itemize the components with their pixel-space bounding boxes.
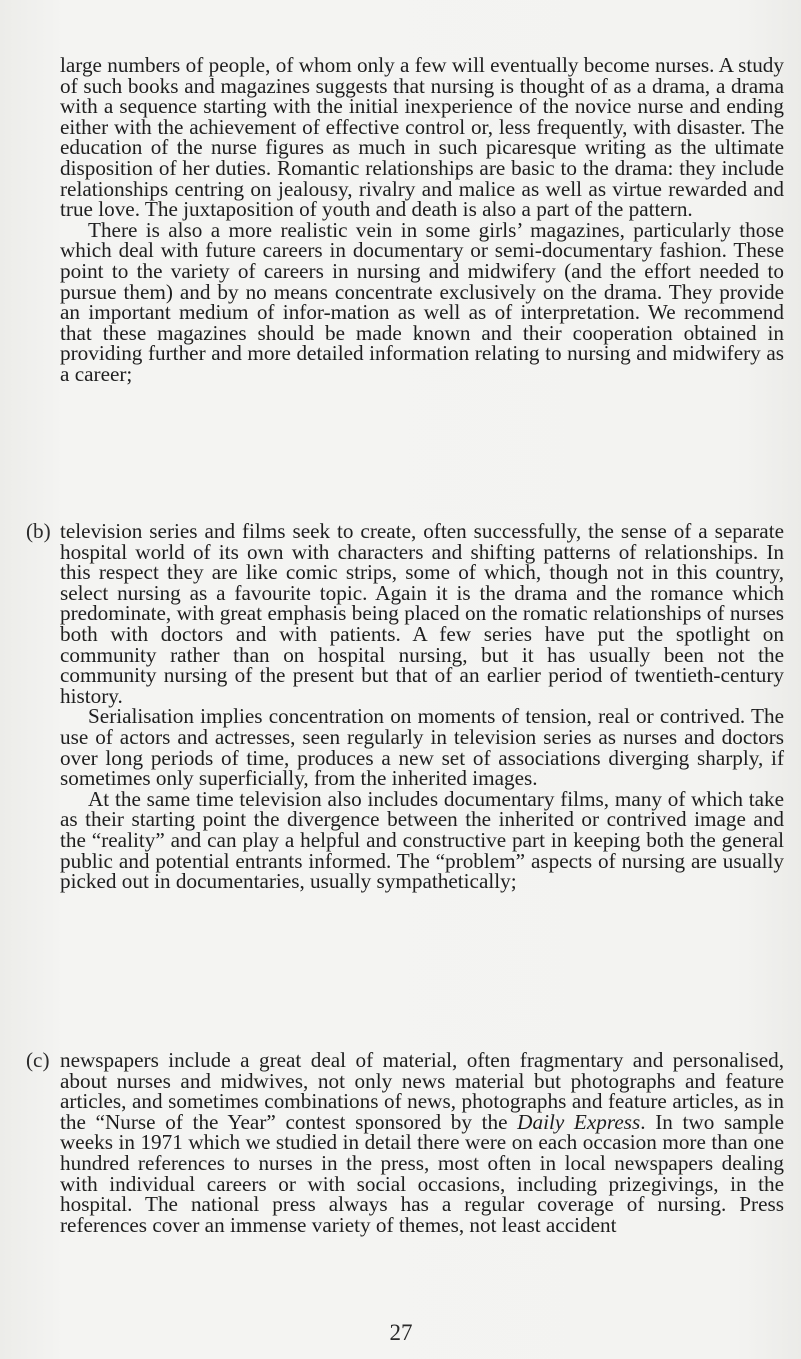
- paragraph-continuation: large numbers of people, of whom only a few will eventually become nurses. A study of such books and magazines suggests that nursing is thought of as a drama, a drama with a sequence starting with the initial inexperience of the novice nurse and ending either with the achievement of effective control or, less frequently, with disaster. The education of the nurse figures as much in such picaresque writing as the ultimate disposition of her duties. Romantic relationships are basic to the drama: they include relationships centring on jealousy, rivalry and malice as well as virtue rewarded and true love. The juxtaposition of youth and death is also a part of the pattern.: [60, 53, 784, 222]
- newspaper-title: Daily Express: [517, 1109, 641, 1134]
- paragraph-documentary-films: At the same time television also includes documentary films, many of which take as their starting point the divergence between the inherited or contrived image and the “reality” and can play a helpful and constructive part in keeping both the general public and potential entrants informed. The “problem” aspects of nursing are usually picked out in documentaries, usually sympathetically;: [60, 786, 784, 894]
- paragraph-television-series: television series and films seek to create, often successfully, the sense of a separate hospital world of its own with characters and shifting patterns of relationships. In this respect they are like comic strips, some of which, though not in this country, select nursing as a favourite topic. Again it is the drama and the romance which predominate, with great emphasis being placed on the romatic relationships of nurses both with doctors and with patients. A few series have put the spotlight on community rather than on hospital nursing, but it has usually been not the community nursing of the present but that of an earlier period of twentieth-century history.: [60, 519, 784, 708]
- opening-text: [60, 55, 784, 385]
- list-item-c-text: [60, 1050, 784, 1235]
- list-item-b-text: [60, 521, 784, 892]
- page-number: 27: [389, 1320, 413, 1345]
- paragraph-newspapers: newspapers include a great deal of material, often fragmentary and personalised, about nurses and midwives, not only news material but photographs and feature articles, and sometimes combinations of news, photographs and feature articles, as in the “Nurse of the Year” contest sponsored by the Daily Express. In two sample weeks in 1971 which we studied in detail there were on each occasion more than one hundred references to nurses in the press, most often in local newspapers dealing with individual careers or with social occasions, including prizegivings, in the hospital. The national press always has a regular coverage of nursing. Press references cover an immense variety of themes, not least accident: [60, 1048, 784, 1237]
- list-marker-b: (b): [26, 519, 51, 543]
- paragraph-serialisation: Serialisation implies concentration on moments of tension, real or contrived. The use of actors and actresses, seen regularly in television series as nurses and doctors over long periods of time, produces a new set of associations diverging sharply, if sometimes only superficially, from the inherited images.: [60, 704, 784, 791]
- paragraph-girls-magazines: There is also a more realistic vein in some girls’ magazines, particularly those which deal with future careers in documentary or semi-documentary fashion. These point to the variety of careers in nursing and midwifery (and the effort needed to pursue them) and by no means concentrate exclusively on the drama. They provide an important medium of infor-mation as well as of interpretation. We recommend that these magazines should be made known and their cooperation obtained in providing further and more detailed information relating to nursing and midwifery as a career;: [60, 217, 784, 386]
- list-marker-c: (c): [26, 1048, 50, 1072]
